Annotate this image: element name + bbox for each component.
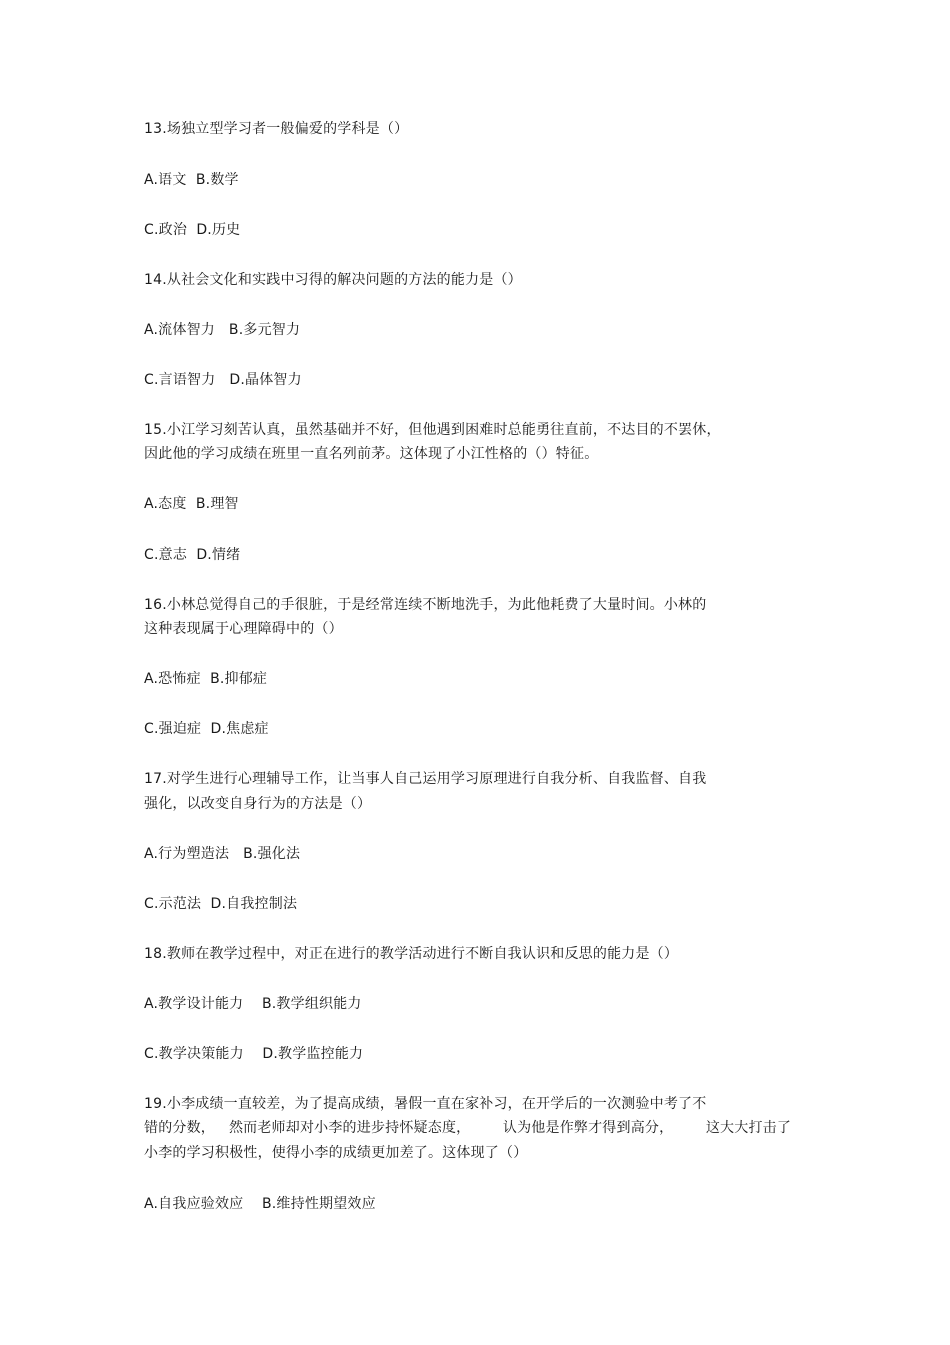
question-16-options-cd: C.强迫症 D.焦虑症	[144, 721, 269, 737]
question-15-stem-line-1: 15.小江学习刻苦认真，虽然基础并不好，但他遇到困难时总能勇往直前，不达目的不罢休，	[144, 422, 721, 438]
question-19-stem-line-2: 错的分数， 然而老师却对小李的进步持怀疑态度， 认为他是作弊才得到高分， 这大大打击了	[144, 1120, 792, 1136]
question-17-stem-line-1: 17.对学生进行心理辅导工作，让当事人自己运用学习原理进行自我分析、自我监督、自我	[144, 771, 707, 787]
question-19-stem-line-1: 19.小李成绩一直较差，为了提高成绩，暑假一直在家补习，在开学后的一次测验中考了不	[144, 1096, 707, 1112]
question-17-options-ab: A.行为塑造法 B.强化法	[144, 846, 301, 862]
question-13-stem: 13.场独立型学习者一般偏爱的学科是（）	[144, 121, 409, 137]
question-19-options-ab: A.自我应验效应 B.维持性期望效应	[144, 1196, 376, 1212]
question-18-options-cd: C.教学决策能力 D.教学监控能力	[144, 1046, 364, 1062]
question-16-stem-line-1: 16.小林总觉得自己的手很脏，于是经常连续不断地洗手，为此他耗费了大量时间。小林的	[144, 597, 707, 613]
question-13-options-ab: A.语文 B.数学	[144, 172, 239, 188]
question-19-stem-line-3: 小李的学习积极性，使得小李的成绩更加差了。这体现了（）	[144, 1145, 528, 1161]
question-13-options-cd: C.政治 D.历史	[144, 222, 241, 238]
question-15-options-ab: A.态度 B.理智	[144, 496, 239, 512]
question-15-options-cd: C.意志 D.情绪	[144, 547, 241, 563]
question-17-stem-line-2: 强化，以改变自身行为的方法是（）	[144, 796, 372, 812]
question-14-options-ab: A.流体智力 B.多元智力	[144, 322, 301, 338]
question-18-stem: 18.教师在教学过程中，对正在进行的教学活动进行不断自我认识和反思的能力是（）	[144, 946, 679, 962]
question-18-options-ab: A.教学设计能力 B.教学组织能力	[144, 996, 362, 1012]
question-16-stem-line-2: 这种表现属于心理障碍中的（）	[144, 621, 343, 637]
question-14-options-cd: C.言语智力 D.晶体智力	[144, 372, 302, 388]
question-15-stem-line-2: 因此他的学习成绩在班里一直名列前茅。这体现了小江性格的（）特征。	[144, 446, 599, 462]
question-17-options-cd: C.示范法 D.自我控制法	[144, 896, 298, 912]
question-16-options-ab: A.恐怖症 B.抑郁症	[144, 671, 268, 687]
question-14-stem: 14.从社会文化和实践中习得的解决问题的方法的能力是（）	[144, 272, 522, 288]
